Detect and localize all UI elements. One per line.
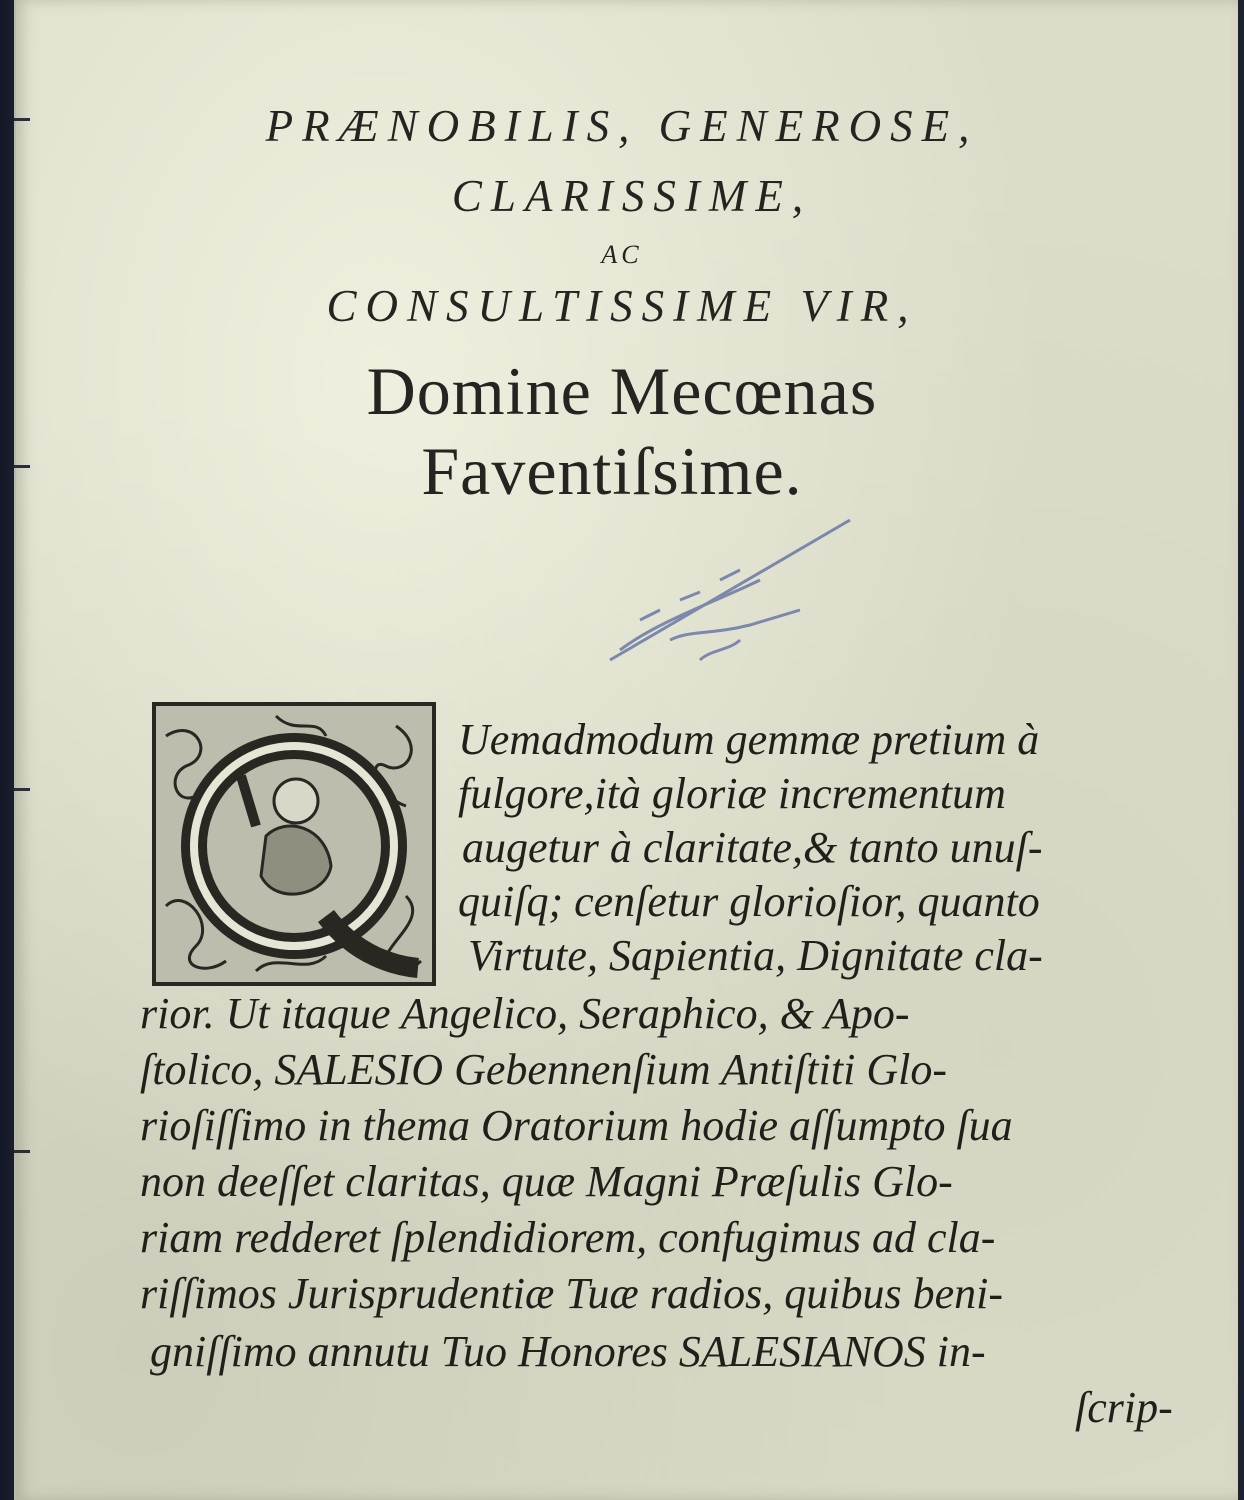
body-text-line: fulgore,ità gloriæ incrementum <box>458 769 1006 818</box>
body-text-line: ſtolico, SALESIO Gebennenſium Antiſtiti Glo- <box>140 1045 947 1094</box>
binding-hole <box>14 788 30 791</box>
library-stamp <box>600 500 860 690</box>
body-text-line: riam redderet ſplendidiorem, confugimus ad cla- <box>140 1213 996 1262</box>
heading-line-3: AC <box>601 240 643 269</box>
heading-line-1: PRÆNOBILIS, GENEROSE, <box>265 101 979 151</box>
heading-line-4: CONSULTISSIME VIR, <box>326 281 918 331</box>
drop-cap-initial <box>152 702 436 986</box>
binding-hole <box>14 1150 30 1153</box>
body-text-line: gniſſimo annutu Tuo Honores SALESIANOS in- <box>150 1327 986 1376</box>
heading-line-5: Domine Mecœnas <box>366 353 878 429</box>
body-text-line: rioſiſſimo in thema Oratorium hodie aſſumpto ſua <box>140 1101 1013 1150</box>
body-text-line: quiſq; cenſetur glorioſior, quanto <box>458 877 1040 926</box>
body-text-line: augetur à claritate,& tanto unuſ- <box>462 823 1043 872</box>
body-text-line: non deeſſet claritas, quæ Magni Præſulis Glo- <box>140 1157 953 1206</box>
heading-line-6: Faventiſsime. <box>421 433 803 509</box>
body-text-line: rior. Ut itaque Angelico, Seraphico, & Apo- <box>140 989 910 1038</box>
heading-line-2: CLARISSIME, <box>451 171 813 221</box>
ornamental-q-icon <box>156 706 432 982</box>
body-text-line: Virtute, Sapientia, Dignitate cla- <box>468 931 1043 980</box>
body-text-line: ſcrip- <box>1075 1383 1173 1432</box>
body-text-line: riſſimos Jurisprudentiæ Tuæ radios, quibus beni- <box>140 1269 1003 1318</box>
body-text-line: Uemadmodum gemmæ pretium à <box>458 715 1040 764</box>
